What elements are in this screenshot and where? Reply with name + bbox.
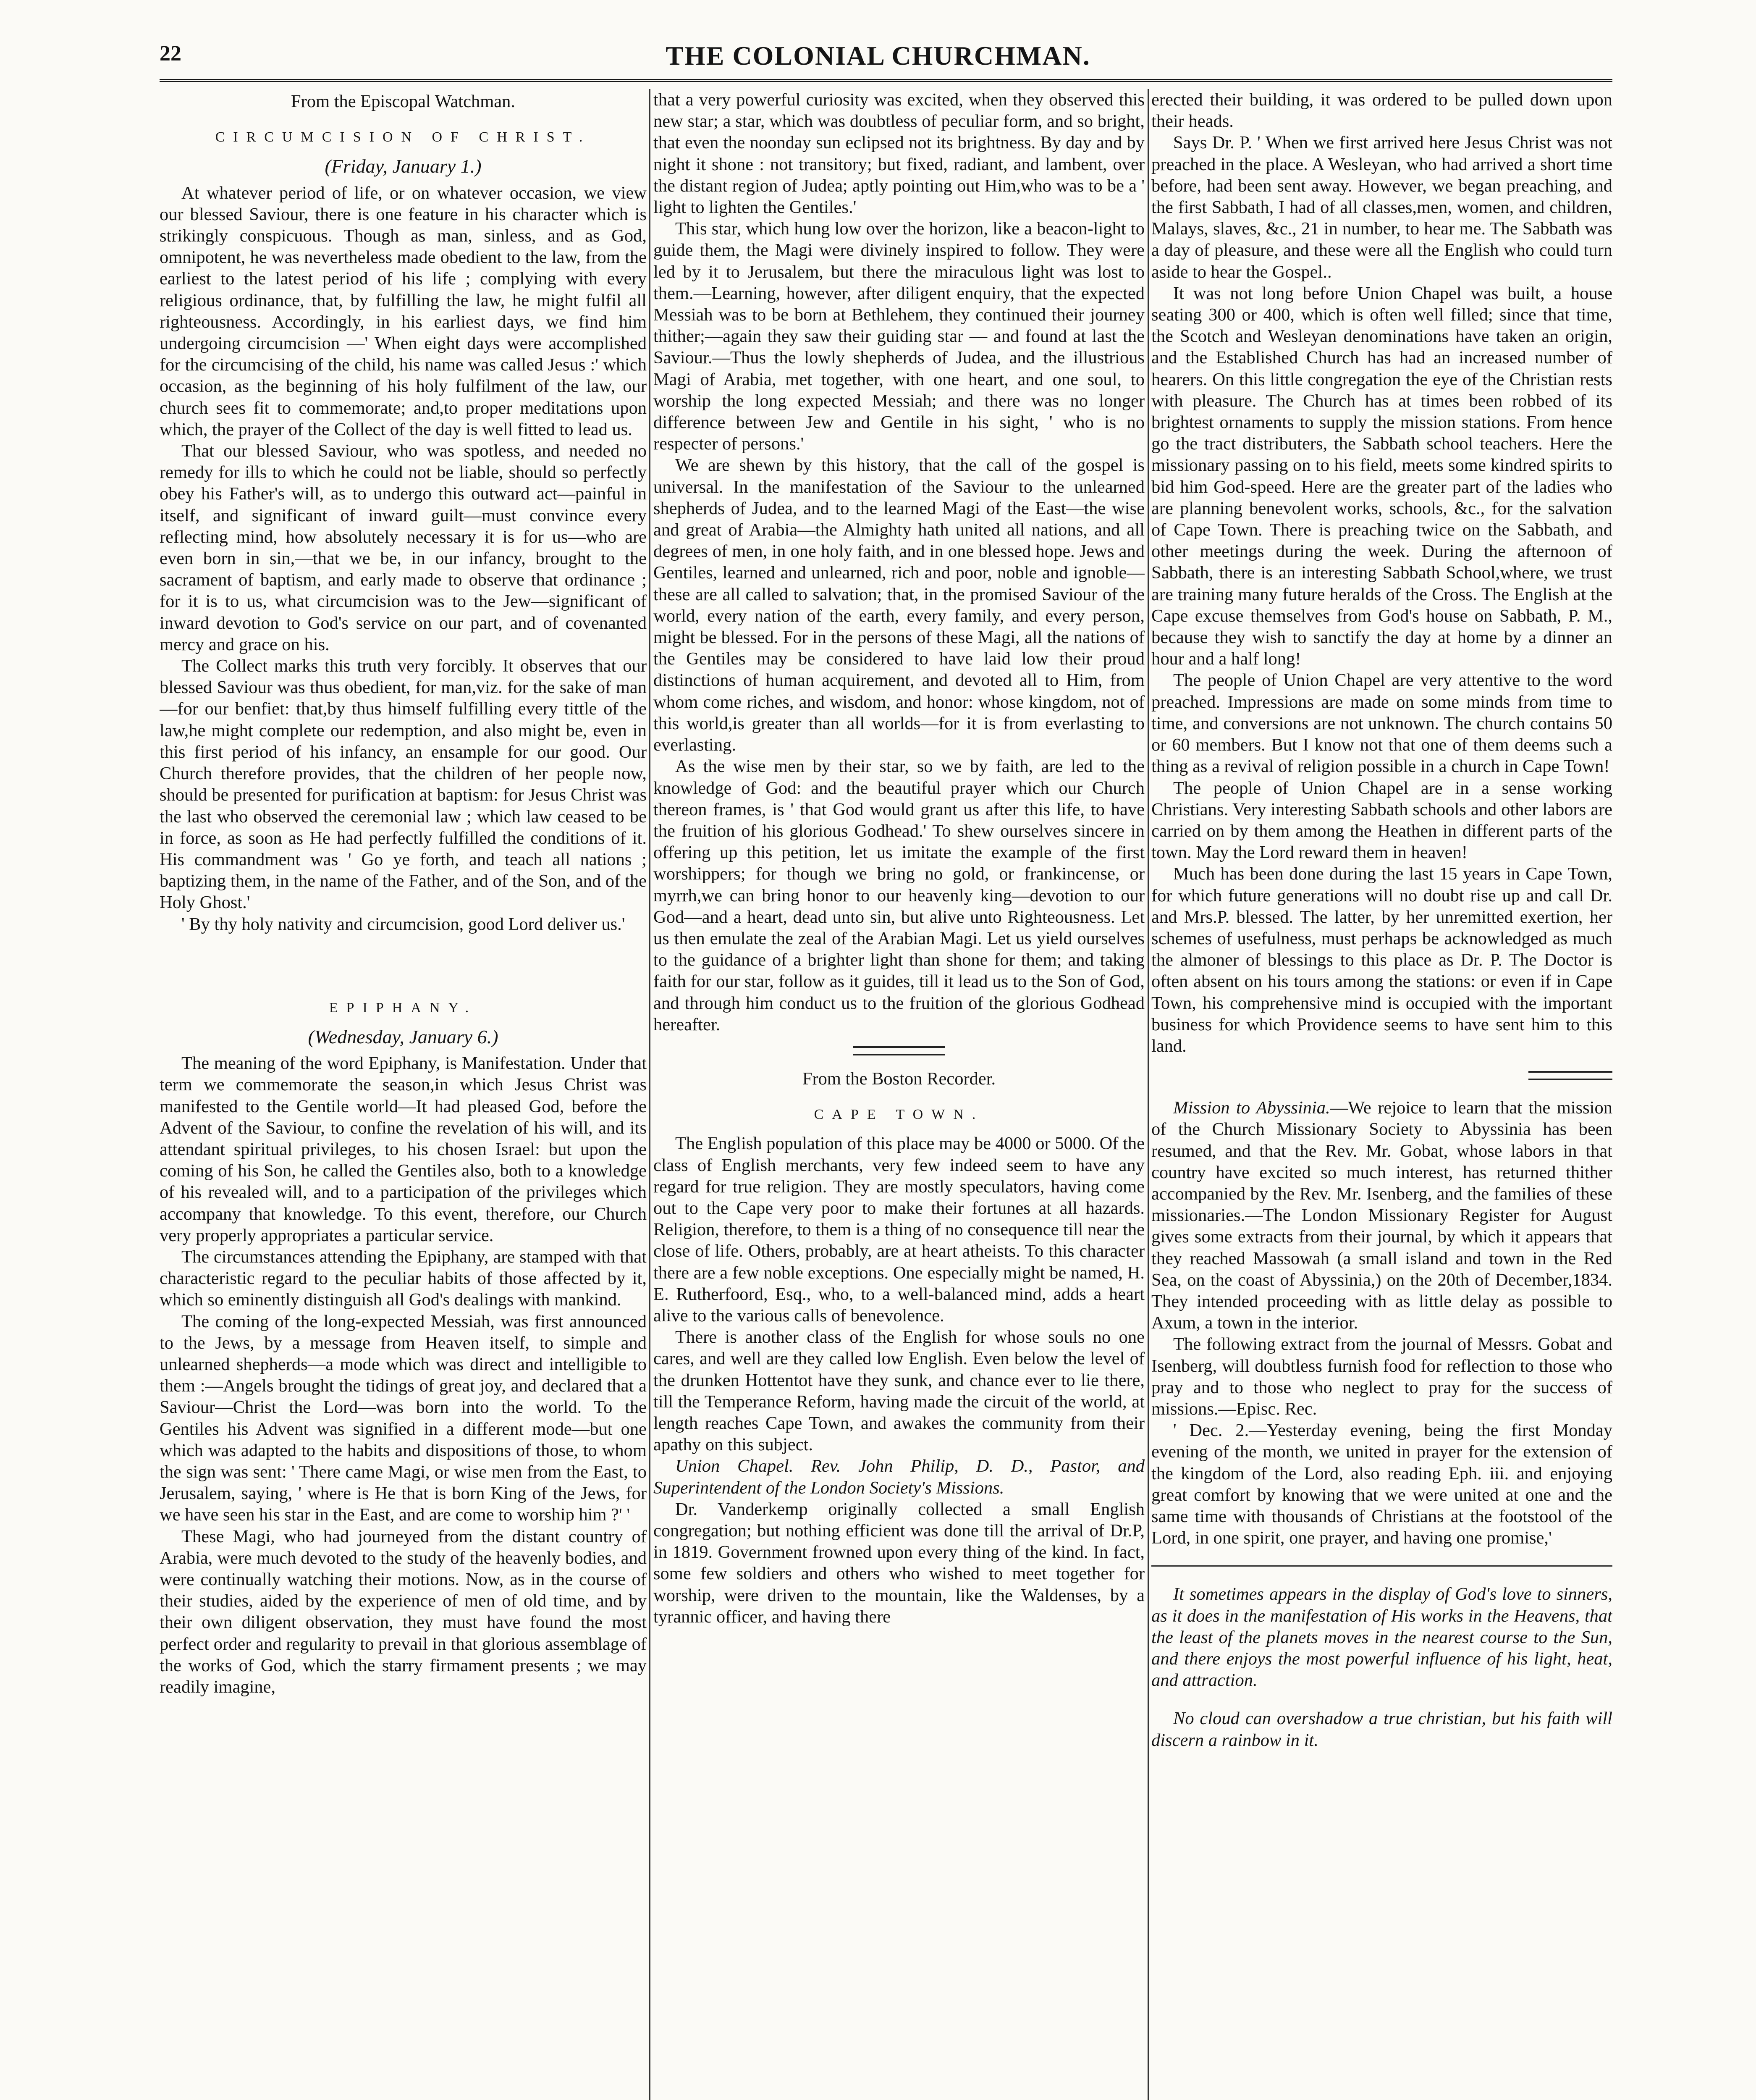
section-title: EPIPHANY. [329, 1000, 477, 1016]
article-paragraph: There is another class of the English for whose souls no one cares, and well are they called low English. Even below the level of the drunken Hottentot have they sunk, and chance ever to lie there, till the Temperance Reform, having made the circuit of the world, at length reaches Cape Town, and awakes the community from their apathy on this subject. [653, 1327, 1145, 1455]
header-rule [160, 79, 1612, 82]
article-paragraph: Union Chapel. Rev. John Philip, D. D., Pastor, and Superintendent of the London Society's Missions. [653, 1456, 1145, 1498]
section-date: (Friday, January 1.) [325, 155, 482, 177]
section-title: CIRCUMCISION OF CHRIST. [215, 129, 591, 145]
column-2 [653, 89, 1145, 2100]
article-paragraph: The meaning of the word Epiphany, is Manifestation. Under that term we commemorate the season,in which Jesus Christ was manifested to the Gentile world—It had pleased God, before the Advent of the Saviour, to confine the revelation of his will, and its attendant spiritual privileges, to his chosen Israel: but upon the coming of his Son, he called the Gentiles also, both to a knowledge of his revealed will, and to a participation of the privileges which accompany that knowledge. To this event, therefore, our Church very properly appropriates a particular service. [160, 1053, 647, 1245]
article-paragraph: that a very powerful curiosity was excited, when they observed this new star; a star, which was doubtless of peculiar form, and so bright, that even the noonday sun eclipsed not its brightness. By day and by night it shone : not transitory; but fixed, radiant, and lambent, over the distant region of Judea; aptly pointing out Him,who was to be a ' light to lighten the Gentiles.' [653, 90, 1145, 218]
section-ornament [1528, 1071, 1612, 1080]
article-paragraph: We are shewn by this history, that the call of the gospel is universal. In the manifestation of the Saviour to the unlearned shepherds of Judea, and to the learned Magi of the East—the wise and great of Arabia—the Almighty hath united all nations, and all degrees of men, in one holy faith, and in one blessed hope. Jews and Gentiles, learned and unlearned, rich and poor, noble and ignoble—these are all called to salvation; that, in the promised Saviour of the world, every nation of the earth, every family, and every person, might be blessed. For in the persons of these Magi, all the nations of the Gentiles may be considered to have laid low their proud distinctions of human acquirement, and devoted all to Him, from whom come riches, and wisdom, and honor: whose kingdom, not of this world,is greater than all worlds—for it is from everlasting to everlasting. [653, 455, 1145, 755]
spacer [160, 935, 647, 990]
article-paragraph: The following extract from the journal of Messrs. Gobat and Isenberg, will doubtless furnish food for reflection to those who pray and to those who neglect to pray for the success of missions.—Episc. Rec. [1151, 1334, 1612, 1419]
article-paragraph: The English population of this place may be 4000 or 5000. Of the class of English merchants, very few indeed seem to have any regard for true religion. They are mostly speculators, having come out to the Cape very poor to make their fortunes at all hazards. Religion, therefore, to them is a thing of no consequence till near the close of life. Others, probably, are at heart atheists. To this character there are a few noble exceptions. One especially might be named, H. E. Rutherfoord, Esq., who, to a well-balanced mind, adds a heart alive to the various calls of benevolence. [653, 1134, 1145, 1326]
closing-note: It sometimes appears in the display of God's love to sinners, as it does in the manifestation of His works in the Heavens, that the least of the planets moves in the nearest course to the Sun, and there enjoys the most powerful influence of his light, heat, and attraction. [1151, 1584, 1612, 1690]
article-paragraph: These Magi, who had journeyed from the distant country of Arabia, were much devoted to the study of the heavenly bodies, and were continually watching their motions. Now, as in the course of their studies, aided by the experience of men of old time, and by their own diligent observation, they must have found the most perfect order and regularity to prevail in that glorious assemblage of the works of God, which the starry firmament presents ; we may readily imagine, [160, 1526, 647, 1697]
article-paragraph: That our blessed Saviour, who was spotless, and needed no remedy for ills to which he could not be liable, should so perfectly obey his Father's will, as to undergo this outward act—painful in itself, and significant of inward guilt—must convince every reflecting mind, how absolutely necessary it is for us—who are even born in sin,—that we be, in our infancy, brought to the sacrament of baptism, and early made to observe that ordinance ; for it is to us, what circumcision was to the Jew—significant of inward devotion to God's service on our part, and of covenanted mercy and grace on his. [160, 441, 647, 654]
article-paragraph: ' By thy holy nativity and circumcision, good Lord deliver us.' [181, 914, 625, 934]
abyssinia-heading: Mission to Abyssinia. [1173, 1098, 1330, 1118]
column-1 [160, 89, 647, 2100]
article-paragraph: The Collect marks this truth very forcibly. It observes that our blessed Saviour was thus obedient, for man,viz. for the sake of man—for our benfiet: that,by thus himself fulfilling every tittle of the law,he might complete our redemption, and also might be, even in this first period of his infancy, an ensample for our good. Our Church therefore provides, that the children of her people now, should be presented for purification at baptism: for Jesus Christ was the last who observed the ceremonial law ; which law ceased to be in force, as soon as He had perfectly fulfilled the conditions of it. His commandment was ' Go ye forth, and teach all nations ; baptizing them, in the name of the Father, and of the Son, and of the Holy Ghost.' [160, 656, 647, 913]
closing-note: No cloud can overshadow a true christian, but his faith will discern a rainbow in it. [1151, 1709, 1612, 1750]
article-paragraph: ' Dec. 2.—Yesterday evening, being the first Monday evening of the month, we united in prayer for the extension of the kingdom of the Lord, also reading Eph. iii. and enjoying great comfort by knowing that we were united at one and the same time with thousands of Christians at the footstool of the Lord, in one spirit, one prayer, and having one promise,' [1151, 1420, 1612, 1548]
abyssinia-lead: —We rejoice to learn that the mission of the Church Missionary Society to Abyssinia has been resumed, and that the Rev. Mr. Gobat, whose labors in that country have excited so much interest, has returned thither accompanied by the Rev. Mr. Isenberg, and the families of these missionaries.—The London Missionary Register for August gives some extracts from their journal, by which it appears that they reached Massowah (a small island and town in the Red Sea, on the coast of Abyssinia,) on the 20th of December,1834. They intended proceeding with as little delay as possible to Axum, a town in the interior. [1151, 1098, 1612, 1333]
column-3 [1151, 89, 1612, 2100]
article-paragraph: This star, which hung low over the horizon, like a beacon-light to guide them, the Magi were divinely inspired to follow. They were led by it to Jerusalem, but there the miraculous light was lost to them.—Learning, however, after diligent enquiry, that the expected Messiah was to be born at Bethlehem, they continued their journey thither;—again they saw their guiding star — and found at last the Saviour.—Thus the lowly shepherds of Judea, and the illustrious Magi of Arabia, met together, with one heart, and one soul, to worship the long expected Messiah; and there was no longer difference between Jew and Gentile in his sight, ' who is no respecter of persons.' [653, 219, 1145, 454]
page-number: 22 [160, 42, 181, 66]
running-head: THE COLONIAL CHURCHMAN. [666, 41, 1090, 71]
article-paragraph: erected their building, it was ordered to be pulled down upon their heads. [1151, 90, 1612, 131]
article-paragraph: At whatever period of life, or on whatever occasion, we view our blessed Saviour, there is one feature in his character which is strikingly conspicuous. Though as man, sinless, and as God, omnipotent, he was nevertheless made obedient to the law, from the earliest to the latest period of his life ; complying with every religious ordinance, that, by fulfilling the law, he might fulfil all righteousness. Accordingly, in his earliest days, we find him undergoing circumcision —' When eight days were accomplished for the circumcising of the child, his name was called Jesus :' which occasion, as the beginning of his holy fulfilment of the law, our church sees fit to commemorate; and,to proper meditations upon which, the prayer of the Collect of the day is well fitted to lead us. [160, 183, 647, 439]
section-rule [1151, 1565, 1612, 1567]
article-paragraph: The people of Union Chapel are in a sense working Christians. Very interesting Sabbath schools and other labors are carried on by them among the Heathen in different parts of the town. May the Lord reward them in heaven! [1151, 778, 1612, 863]
column-divider [1148, 89, 1149, 2100]
article-paragraph: Says Dr. P. ' When we first arrived here Jesus Christ was not preached in the place. A Wesleyan, who had arrived a short time before, had been sent away. However, we began preaching, and the first Sabbath, I had of all classes,men, women, and children, Malays, slaves, &c., 21 in number, to hear me. The Sabbath was a day of pleasure, and these were all the English who could turn aside to hear the Gospel.. [1151, 133, 1612, 282]
article-paragraph: Much has been done during the last 15 years in Cape Town, for which future generations will no doubt rise up and call Dr. and Mrs.P. blessed. The latter, by her unremitted exertion, her schemes of usefulness, must perhaps be acknowledged as much the almoner of blessings to this place as Dr. P. The Doctor is often absent on his tours among the stations: or even if in Cape Town, his comprehensive mind is occupied with the important business for which Providence seems to have sent him to this land. [1151, 864, 1612, 1056]
article-paragraph [1151, 1097, 1612, 1334]
article-paragraph: It was not long before Union Chapel was built, a house seating 300 or 400, which is often well filled; since that time, the Scotch and Wesleyan denominations have taken an origin, and the Established Church has had an increased number of hearers. On this little congregation the eye of the Christian rests with pleasure. The Church has at times been robbed of its brightest ornaments to supply the mission stations. From hence go the tract distributers, the Sabbath school teachers. Here the missionary passing on to his field, meets some kindred spirits to bid him God-speed. Here are the greater part of the ladies who are planning benevolent works, schools, &c., for the salvation of Cape Town. There is preaching twice on the Sabbath, and other meetings during the week. During the afternoon of Sabbath, there is an interesting Sabbath School,where, we trust are training many future heralds of the Cross. The English at the Cape excuse themselves from God's house on Sabbath, P. M., because they wish to sanctify the day at home by a dinner an hour and a half long! [1151, 283, 1612, 669]
article-paragraph: As the wise men by their star, so we by faith, are led to the knowledge of God: and the beautiful prayer which our Church thereon frames, is ' that God would grant us after this life, to have the fruition of his glorious Godhead.' To shew ourselves sincere in offering up this petition, let us imitate the example of the first worshippers; for though we bring no gold, or frankincense, or myrrh,we can bring honor to our heavenly king—devotion to our God—and a heart, dead unto sin, but alive unto Righteousness. Let us then emulate the zeal of the Arabian Magi. Let us yield ourselves to the guidance of a brighter light than shone for them; and taking faith for our star, follow as it guides, till it lead us to the Son of God, and through him conduct us to the fruition of the glorious Godhead hereafter. [653, 756, 1145, 1034]
source-line: From the Episcopal Watchman. [291, 92, 515, 111]
article-paragraph: The coming of the long-expected Messiah, was first announced to the Jews, by a message from Heaven itself, to simple and unlearned shepherds—a mode which was direct and intelligible to them :—Angels brought the tidings of great joy, and declared that a Saviour—Christ the Lord—was born into the world. To the Gentiles his Advent was signified in a different mode—but one which was adapted to the habits and dispositions of those, to whom the sign was sent: ' There came Magi, or wise men from the East, to Jerusalem, saying, ' where is He that is born King of the Jews, for we have seen his star in the East, and are come to worship him ?' ' [160, 1311, 647, 1525]
column-divider [649, 89, 650, 2100]
article-paragraph: The circumstances attending the Epiphany, are stamped with that characteristic regard to the peculiar habits of those affected by it, which so eminently distinguish all God's dealings with mankind. [160, 1247, 647, 1310]
section-title: CAPE TOWN. [814, 1107, 984, 1123]
section-date: (Wednesday, January 6.) [308, 1026, 498, 1047]
article-paragraph: The people of Union Chapel are very attentive to the word preached. Impressions are made on some minds from time to time, and conversions are not unknown. The church contains 50 or 60 members. But I know not that one of them deems such a thing as a revival of religion possible in a church in Cape Town! [1151, 670, 1612, 777]
article-paragraph: Dr. Vanderkemp originally collected a small English congregation; but nothing efficient was done till the arrival of Dr.P, in 1819. Government frowned upon every thing of the kind. In fact, some few soldiers and others who wished to meet together for worship, were driven to the mountain, like the Waldenses, by a tyrannic officer, and having there [653, 1499, 1145, 1627]
source-line: From the Boston Recorder. [802, 1068, 996, 1089]
section-ornament [853, 1046, 945, 1055]
